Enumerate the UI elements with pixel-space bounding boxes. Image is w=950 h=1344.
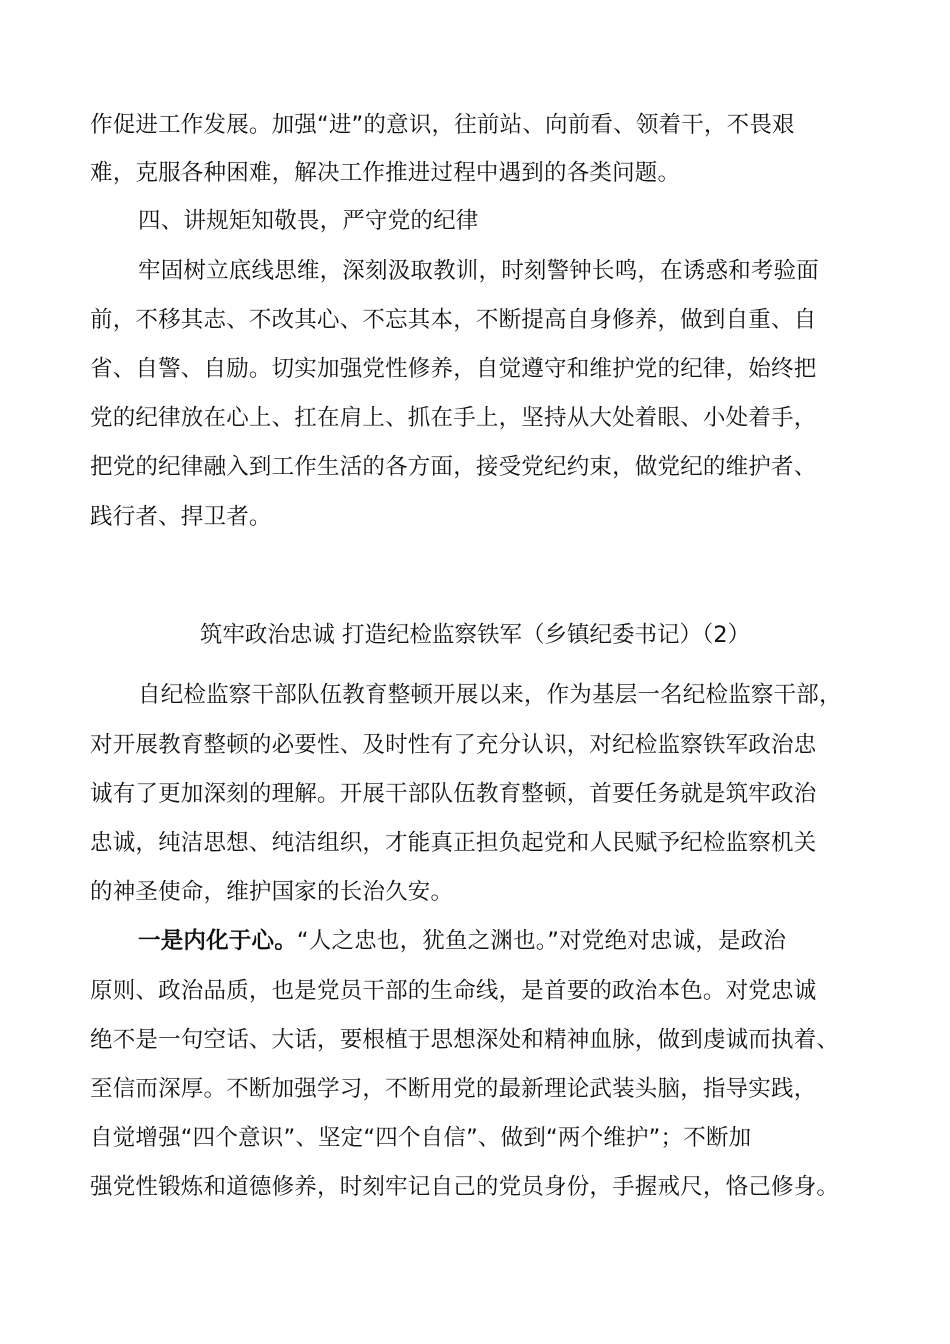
paragraph-line: 难，克服各种困难，解决工作推进过程中遇到的各类问题。 [90, 160, 681, 186]
paragraph-line: 自觉增强“四个意识”、坚定“四个自信”、做到“两个维护”；不断加 [90, 1125, 752, 1151]
paragraph-line: 原则、政治品质，也是党员干部的生命线，是首要的政治本色。对党忠诚 [90, 978, 817, 1004]
section-heading: 四、讲规矩知敬畏，严守党的纪律 [138, 208, 479, 234]
paragraph-line: 强党性锻炼和道德修养，时刻牢记自己的党员身份，手握戒尺，恪己修身。 [90, 1174, 840, 1200]
point-1-quote: “人之忠也，犹鱼之渊也。”对党绝对忠诚，是政治 [296, 928, 787, 954]
point-1-lead: 一是内化于心。 [138, 928, 297, 954]
paragraph-line: 党的纪律放在心上、扛在肩上、抓在手上，坚持从大处着眼、小处着手， [90, 405, 817, 431]
article-title: 筑牢政治忠诚 打造纪检监察铁军（乡镇纪委书记）（2） [199, 622, 751, 648]
paragraph-line: 自纪检监察干部队伍教育整顿开展以来，作为基层一名纪检监察干部， [138, 682, 842, 708]
paragraph-line: 前，不移其志、不改其心、不忘其本，不断提高自身修养，做到自重、自 [90, 307, 817, 333]
paragraph-line: 对开展教育整顿的必要性、及时性有了充分认识，对纪检监察铁军政治忠 [90, 732, 817, 758]
paragraph-line: 绝不是一句空话、大话，要根植于思想深处和精神血脉，做到虔诚而执着、 [90, 1027, 840, 1053]
paragraph-line: 作促进工作发展。加强“进”的意识，往前站、向前看、领着干，不畏艰 [90, 112, 795, 138]
paragraph-line: 牢固树立底线思维，深刻汲取教训，时刻警钟长鸣，在诱惑和考验面 [138, 258, 820, 284]
point-1-first-line [138, 926, 918, 956]
paragraph-line: 把党的纪律融入到工作生活的各方面，接受党纪约束，做党纪的维护者、 [90, 454, 817, 480]
paragraph-line: 忠诚，纯洁思想、纯洁组织，才能真正担负起党和人民赋予纪检监察机关 [90, 830, 817, 856]
paragraph-line: 省、自警、自励。切实加强党性修养，自觉遵守和维护党的纪律，始终把 [90, 356, 817, 382]
paragraph-line: 诚有了更加深刻的理解。开展干部队伍教育整顿，首要任务就是筑牢政治 [90, 781, 817, 807]
paragraph-line: 的神圣使命，维护国家的长治久安。 [90, 879, 454, 905]
paragraph-line: 践行者、捍卫者。 [90, 504, 272, 530]
paragraph-line: 至信而深厚。不断加强学习，不断用党的最新理论武装头脑，指导实践， [90, 1076, 817, 1102]
